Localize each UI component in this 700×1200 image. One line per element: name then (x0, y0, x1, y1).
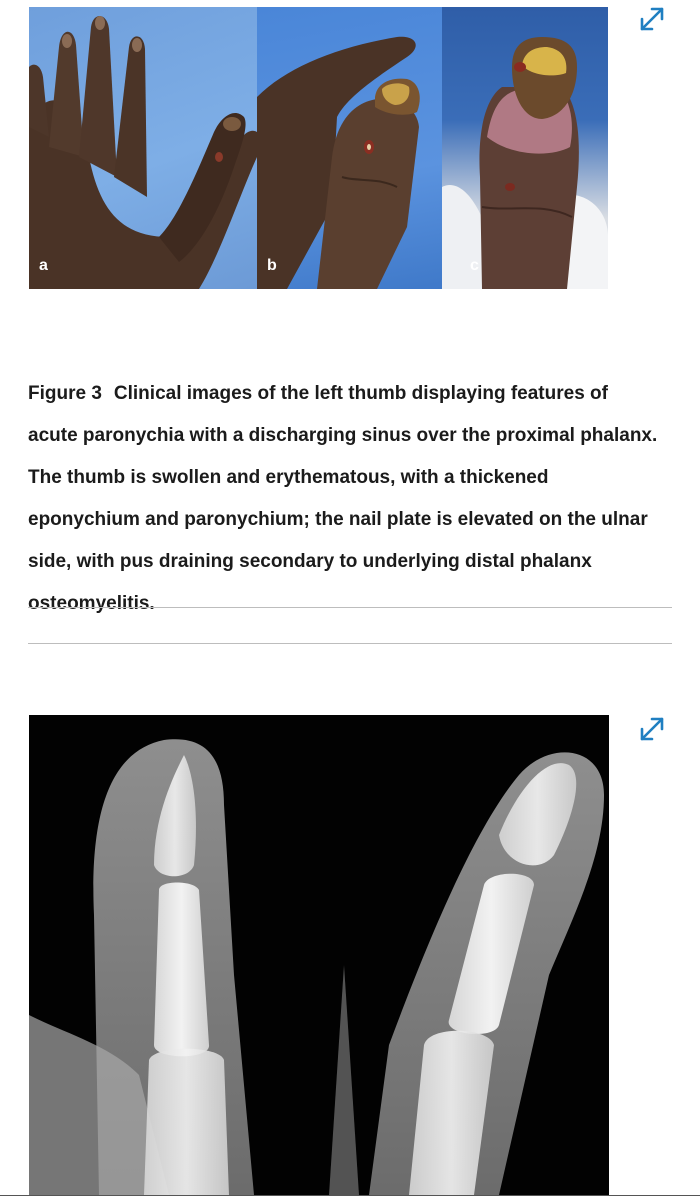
xray-radiograph (29, 715, 609, 1195)
panel-label-c: c (470, 257, 479, 274)
figure-3-caption (28, 373, 660, 625)
section-divider (28, 607, 672, 608)
expand-diagonal-icon (638, 715, 666, 743)
figure-3-caption-text: Clinical images of the left thumb displaying features of acute paronychia with a discharging sinus over the proximal phalanx. The thumb is swollen and erythematous, with a thickened eponychium and paronychium; the nail plate is elevated on the ulnar side, with pus draining secondary to underlying distal phalanx osteomyelitis. (28, 383, 658, 614)
hand-photo (29, 7, 257, 289)
expand-diagonal-icon (638, 5, 666, 33)
figure-3-label: Figure 3 (28, 383, 102, 404)
expand-figure-4-button[interactable] (638, 715, 666, 743)
figure-3-panel-a (29, 7, 257, 289)
figure-3-panel-b (257, 7, 442, 289)
panel-label-b: b (267, 257, 277, 274)
expand-figure-3-button[interactable] (638, 5, 666, 33)
panel-label-a: a (39, 257, 48, 274)
figure-3-panel-c (442, 7, 608, 289)
figure-4-xray-image[interactable] (29, 715, 609, 1195)
page-bottom-border (0, 1195, 700, 1196)
thumb-closeup-photo (442, 7, 608, 289)
section-divider (28, 643, 672, 644)
thumb-photo (257, 7, 442, 289)
figure-3-image[interactable] (29, 7, 608, 289)
